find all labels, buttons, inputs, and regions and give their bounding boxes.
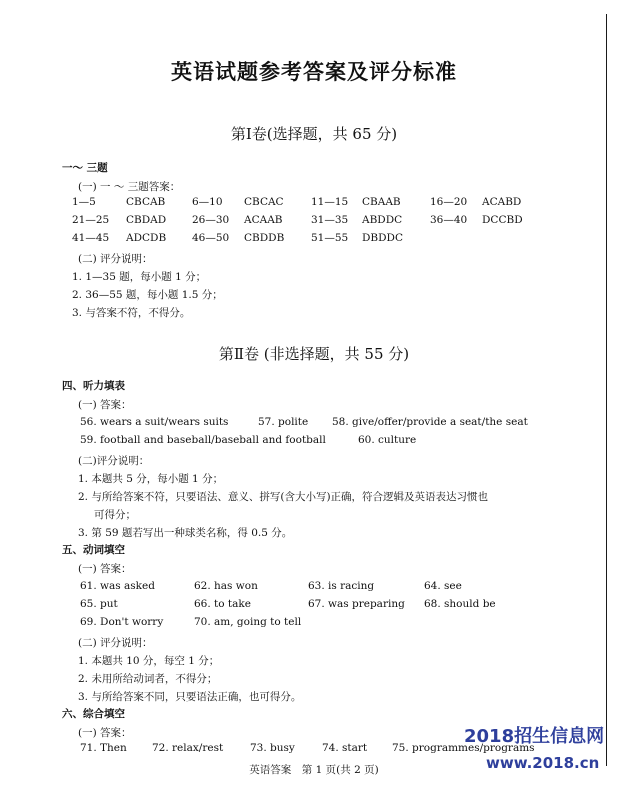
section-heading-part4: 四、听力填表	[62, 380, 125, 392]
answer-item: 73. busy	[250, 742, 295, 754]
criteria-item: 1. 1—35 题，每小题 1 分；	[72, 271, 207, 283]
answers-label: (一) 答案：	[78, 563, 132, 575]
answer-item: 70. am, going to tell	[194, 616, 302, 628]
answer-item: 68. should be	[424, 598, 496, 610]
answer-key: CBCAB	[126, 196, 166, 208]
section-heading-part6: 六、综合填空	[62, 708, 125, 720]
criteria-label: (二)评分说明：	[78, 455, 150, 467]
answer-item: 62. has won	[194, 580, 258, 592]
question-range: 26—30	[192, 214, 230, 226]
watermark-site-name: 2018招生信息网	[464, 726, 605, 747]
answer-item: 75. programmes/programs	[392, 742, 535, 754]
criteria-item: 3. 与所给答案不同，只要语法正确，也可得分。	[78, 691, 302, 703]
question-range: 21—25	[72, 214, 110, 226]
answer-item: 63. is racing	[308, 580, 375, 592]
volume-one-heading: 第Ⅰ卷(选择题，共 65 分)	[230, 125, 398, 143]
answer-item: 69. Don't worry	[80, 616, 164, 628]
answer-item: 58. give/offer/provide a seat/the seat	[332, 416, 528, 428]
answer-item: 64. see	[424, 580, 462, 592]
criteria-item: 3. 第 59 题若写出一种球类名称，得 0.5 分。	[78, 527, 293, 539]
answer-item: 66. to take	[194, 598, 251, 610]
question-range: 11—15	[311, 196, 349, 208]
document-title: 英语试题参考答案及评分标准	[171, 60, 457, 84]
answer-key: CBDDB	[244, 232, 285, 244]
answer-key: DBDDC	[362, 232, 404, 244]
question-range: 1—5	[72, 196, 96, 208]
answer-item: 56. wears a suit/wears suits	[80, 416, 229, 428]
answer-key: CBCAC	[244, 196, 284, 208]
question-range: 31—35	[311, 214, 349, 226]
criteria-item: 2. 未用所给动词者，不得分；	[78, 673, 218, 685]
answer-item: 59. football and baseball/baseball and football	[80, 434, 326, 446]
page-footer: 英语答案 第 1 页(共 2 页)	[249, 764, 379, 776]
answer-key: CBDAD	[126, 214, 167, 226]
answer-key: ABDDC	[362, 214, 403, 226]
question-range: 41—45	[72, 232, 110, 244]
answers-label: (一) 一 ～ 三题答案：	[78, 181, 181, 193]
criteria-label: (二) 评分说明：	[78, 637, 153, 649]
criteria-item: 1. 本题共 5 分，每小题 1 分；	[78, 473, 224, 485]
criteria-item: 1. 本题共 10 分，每空 1 分；	[78, 655, 220, 667]
answer-item: 71. Then	[80, 742, 127, 754]
answer-item: 67. was preparing	[308, 598, 405, 610]
question-range: 6—10	[192, 196, 223, 208]
volume-two-heading: 第Ⅱ卷 (非选择题，共 55 分)	[218, 345, 410, 363]
criteria-item: 2. 36—55 题，每小题 1.5 分；	[72, 289, 223, 301]
answer-item: 61. was asked	[80, 580, 155, 592]
question-range: 36—40	[430, 214, 468, 226]
section-heading-part5: 五、动词填空	[62, 544, 125, 556]
question-range: 51—55	[311, 232, 349, 244]
criteria-item-continued: 可得分；	[94, 509, 136, 521]
answers-label: (一) 答案：	[78, 399, 132, 411]
answer-item: 74. start	[322, 742, 368, 754]
answer-item: 72. relax/rest	[152, 742, 224, 754]
question-range: 46—50	[192, 232, 230, 244]
answer-key: DCCBD	[482, 214, 523, 226]
answer-key: ACAAB	[244, 214, 283, 226]
section-heading-part1: 一～ 三题	[62, 162, 108, 174]
watermark-site-url: www.2018.cn	[486, 754, 600, 772]
answer-key: CBAAB	[362, 196, 401, 208]
criteria-label: (二) 评分说明：	[78, 253, 153, 265]
criteria-item: 2. 与所给答案不符，只要语法、意义、拼写(含大小写)正确，符合逻辑及英语表达习惯也	[78, 491, 489, 503]
answer-item: 60. culture	[358, 434, 417, 446]
answers-label: (一) 答案：	[78, 727, 132, 739]
answer-item: 57. polite	[258, 416, 309, 428]
answer-item: 65. put	[80, 598, 118, 610]
answer-key: ADCDB	[126, 232, 167, 244]
answer-key: ACABD	[482, 196, 522, 208]
criteria-item: 3. 与答案不符，不得分。	[72, 307, 191, 319]
question-range: 16—20	[430, 196, 468, 208]
